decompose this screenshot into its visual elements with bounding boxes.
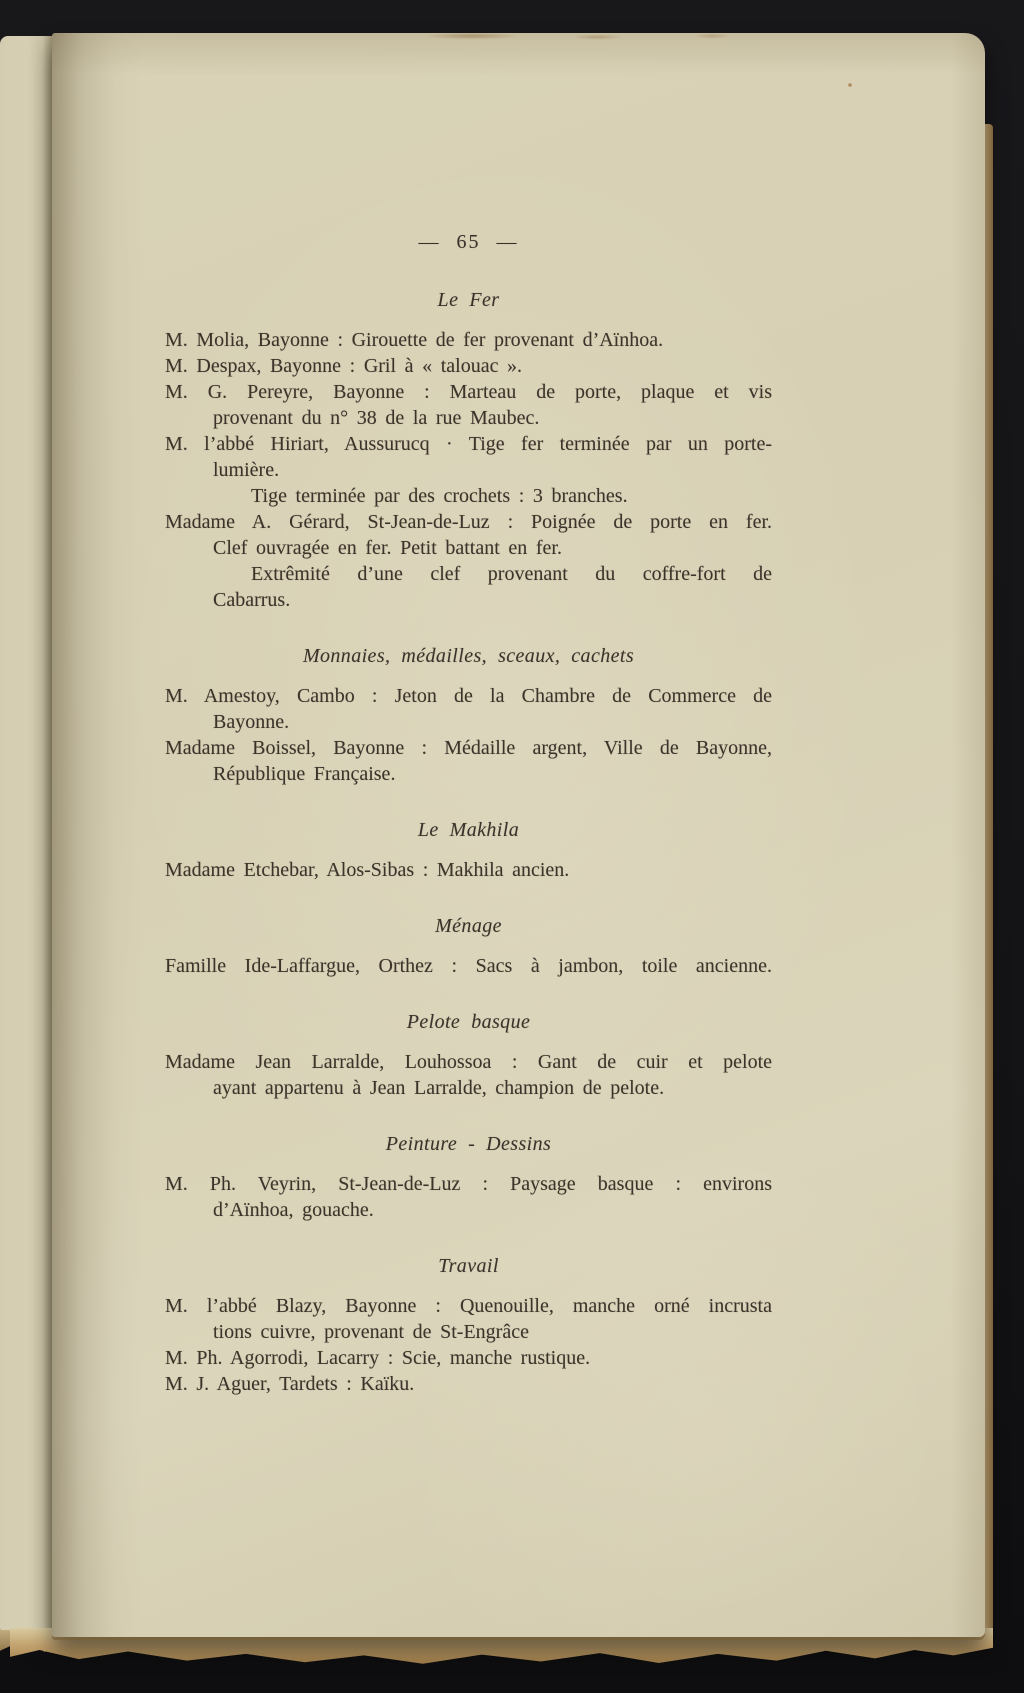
paragraph <box>165 509 772 613</box>
text-line: M. l’abbé Hiriart, Aussurucq · Tige fer terminée par un porte- <box>165 433 772 455</box>
section-title: Peinture - Dessins <box>385 1133 552 1155</box>
section-title: Monnaies, médailles, sceaux, cachets <box>302 645 635 667</box>
section-title: Le Makhila <box>417 819 520 841</box>
paragraph <box>165 353 772 379</box>
text-line: Tige terminée par des crochets : 3 branches. <box>251 485 628 507</box>
paragraph <box>165 1049 772 1101</box>
text-line: Cabarrus. <box>213 589 291 611</box>
text-line: M. Despax, Bayonne : Gril à « talouac ». <box>165 355 523 377</box>
text-line: d’Aïnhoa, gouache. <box>213 1199 374 1221</box>
text-line: M. Molia, Bayonne : Girouette de fer provenant d’Aïnhoa. <box>165 329 664 351</box>
text-line: Madame A. Gérard, St-Jean-de-Luz : Poignée de porte en fer. <box>165 511 772 533</box>
text-line: M. G. Pereyre, Bayonne : Marteau de porte, plaque et vis <box>165 381 772 403</box>
paragraph <box>165 431 772 509</box>
paragraph <box>165 953 772 979</box>
text-line: Madame Etchebar, Alos-Sibas : Makhila ancien. <box>165 859 570 881</box>
text-line: M. Amestoy, Cambo : Jeton de la Chambre de Commerce de <box>165 685 772 707</box>
text-line: M. J. Aguer, Tardets : Kaïku. <box>165 1373 415 1395</box>
text-line: M. l’abbé Blazy, Bayonne : Quenouille, manche orné incrusta <box>165 1295 772 1317</box>
paragraph <box>165 327 772 353</box>
section-title: Pelote basque <box>406 1011 531 1033</box>
paragraph <box>165 683 772 735</box>
text-line: Famille Ide-Laffargue, Orthez : Sacs à jambon, toile ancienne. <box>165 955 772 977</box>
book-page <box>52 33 985 1637</box>
text-line: M. Ph. Veyrin, St-Jean-de-Luz : Paysage basque : environs <box>165 1173 772 1195</box>
text-line: tions cuivre, provenant de St-Engrâce <box>213 1321 529 1343</box>
text-line: Bayonne. <box>213 711 290 733</box>
paragraph <box>165 857 772 883</box>
paragraph <box>165 735 772 787</box>
section-title: Ménage <box>435 915 502 937</box>
section-title: Travail <box>438 1255 499 1277</box>
text-line: provenant du n° 38 de la rue Maubec. <box>213 407 540 429</box>
text-line: ayant appartenu à Jean Larralde, champion de pelote. <box>213 1077 665 1099</box>
paragraph <box>165 1371 772 1397</box>
gutter-shadow <box>52 33 142 1637</box>
paragraph <box>165 1171 772 1223</box>
section-title: Le Fer <box>437 289 500 311</box>
paragraph <box>165 1293 772 1345</box>
text-column <box>165 229 772 1397</box>
previous-page-edge <box>0 36 56 1642</box>
text-line: lumière. <box>213 459 280 481</box>
text-line: Madame Boissel, Bayonne : Médaille argent, Ville de Bayonne, <box>165 737 772 759</box>
text-line: Extrêmité d’une clef provenant du coffre-fort de <box>251 563 772 585</box>
text-line: Clef ouvragée en fer. Petit battant en fer. <box>213 537 562 559</box>
paragraph <box>165 379 772 431</box>
paragraph <box>165 1345 772 1371</box>
text-line: M. Ph. Agorrodi, Lacarry : Scie, manche rustique. <box>165 1347 591 1369</box>
text-line: République Française. <box>213 763 396 785</box>
text-line: Madame Jean Larralde, Louhossoa : Gant de cuir et pelote <box>165 1051 772 1073</box>
page-number: — 65 — <box>418 231 519 253</box>
